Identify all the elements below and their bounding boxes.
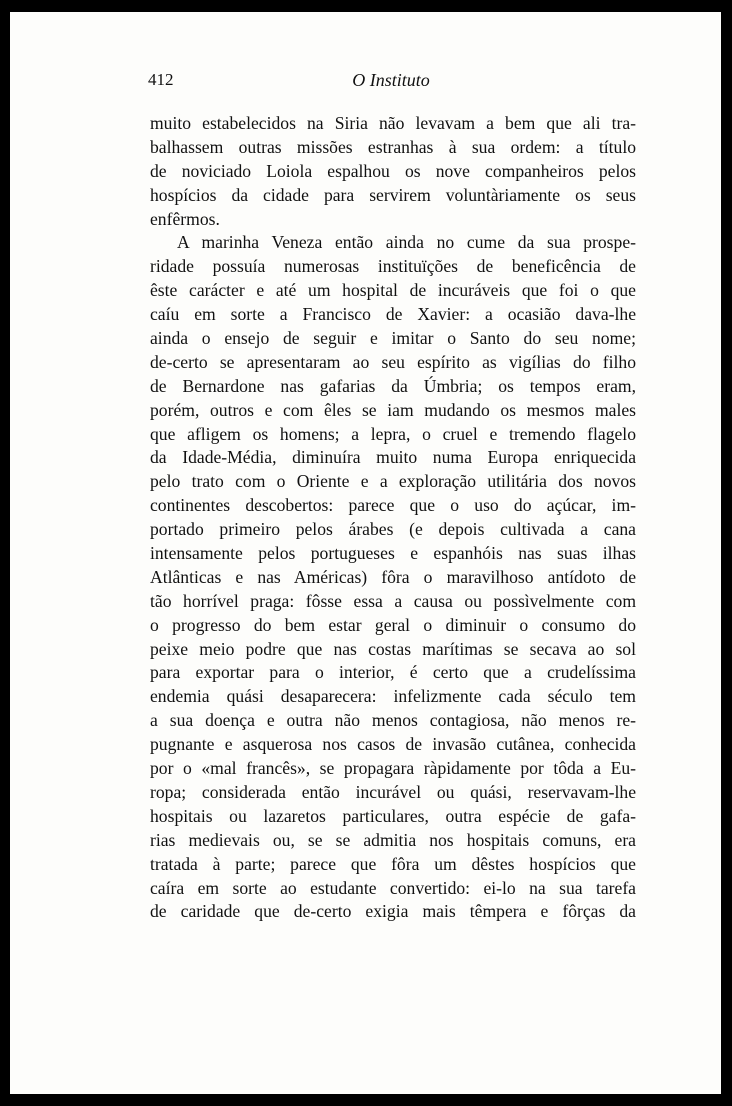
text-line: A marinha Veneza então ainda no cume da sua prospe- [177, 232, 636, 253]
text-line: de noviciado Loiola espalhou os nove companheiros pelos [150, 160, 636, 181]
text-line: o progresso do bem estar geral o diminuir o consumo do [150, 614, 636, 635]
text-line: para exportar para o interior, é certo que a crudelíssima [150, 662, 636, 683]
text-line: êste carácter e até um hospital de incuráveis que foi o que [150, 280, 636, 301]
text-line: pelo trato com o Oriente e a exploração utilitária dos novos [150, 471, 636, 492]
running-title: O Instituto [352, 70, 430, 90]
text-line: de-certo se apresentaram ao seu espírito as vigílias do filho [150, 351, 636, 372]
text-line: tão horrível praga: fôsse essa a causa ou possìvelmente com [150, 590, 636, 611]
paragraph [150, 112, 636, 231]
text-line: muito estabelecidos na Siria não levavam a bem que ali tra- [150, 113, 636, 133]
page-number: 412 [148, 70, 174, 89]
text-line: peixe meio podre que nas costas marítimas se secava ao sol [150, 638, 636, 659]
text-line: Atlânticas e nas Américas) fôra o maravilhoso antídoto de [150, 566, 636, 587]
text-line: caíu em sorte a Francisco de Xavier: a ocasião dava-lhe [150, 304, 636, 325]
text-line: continentes descobertos: parece que o uso do açúcar, im- [150, 495, 636, 516]
text-line: de Bernardone nas gafarias da Úmbria; os tempos eram, [150, 375, 636, 396]
text-line: ainda o ensejo de seguir e imitar o Santo do seu nome; [150, 328, 636, 349]
body-text [150, 112, 636, 924]
text-line: caíra em sorte ao estudante convertido: ei-lo na sua tarefa [150, 877, 636, 898]
text-line: balhassem outras missões estranhas à sua ordem: a título [150, 136, 636, 157]
text-line: portado primeiro pelos árabes (e depois cultivada a cana [150, 519, 636, 540]
text-line: da Idade-Média, diminuíra muito numa Europa enriquecida [150, 447, 636, 468]
paragraph [150, 231, 636, 924]
text-line: rias medievais ou, se se admitia nos hospitais comuns, era [150, 829, 636, 850]
text-line: que afligem os homens; a lepra, o cruel e tremendo flagelo [150, 423, 636, 444]
text-line: pugnante e asquerosa nos casos de invasão cutânea, conhecida [150, 734, 636, 755]
text-line: enfêrmos. [150, 208, 220, 229]
text-line: tratada à parte; parece que fôra um dêstes hospícios que [150, 853, 636, 874]
text-line: hospícios da cidade para servirem voluntàriamente os seus [150, 184, 636, 205]
text-line: ropa; considerada então incurável ou quási, reservavam-lhe [150, 781, 636, 802]
text-line: de caridade que de-certo exigia mais têmpera e fôrças da [150, 901, 636, 922]
text-line: porém, outros e com êles se iam mudando os mesmos males [150, 399, 636, 420]
text-line: por o «mal francês», se propagara ràpidamente por tôda a Eu- [150, 758, 636, 779]
text-line: hospitais ou lazaretos particulares, outra espécie de gafa- [150, 805, 636, 826]
text-line: a sua doença e outra não menos contagiosa, não menos re- [150, 710, 636, 731]
text-line: ridade possuía numerosas instituïções de beneficência de [150, 256, 636, 277]
page-header [148, 70, 634, 96]
book-page [10, 12, 721, 1094]
text-line: intensamente pelos portugueses e espanhóis nas suas ilhas [150, 543, 636, 564]
text-line: endemia quási desaparecera: infelizmente cada século tem [150, 686, 636, 707]
